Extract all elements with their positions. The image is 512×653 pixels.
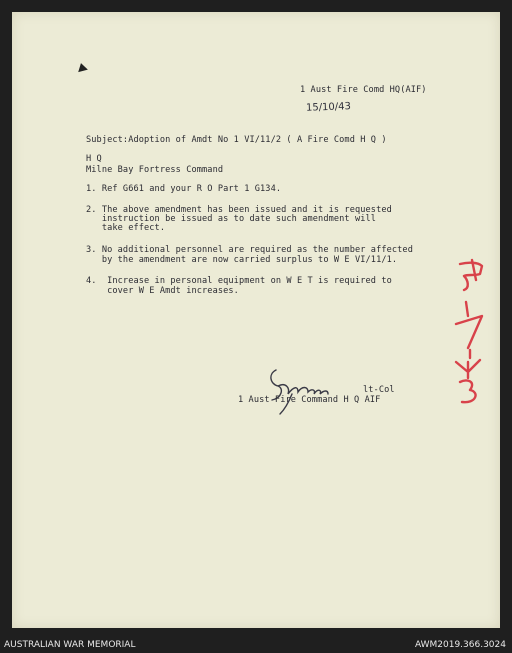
paragraph-line: cover W E Amdt increases. (86, 286, 239, 296)
footer-bar (0, 641, 512, 653)
footer-left-text: AUSTRALIAN WAR MEMORIAL (4, 640, 136, 650)
handwritten-signature (262, 364, 332, 418)
paragraph-line: 2. The above amendment has been issued and it is requested (86, 205, 392, 215)
addressee-line: H Q (86, 154, 102, 164)
signature-rank: lt-Col (363, 385, 395, 395)
paragraph-line: 3. No additional personnel are required as the number affected (86, 245, 413, 255)
subject-line: Subject:Adoption of Amdt No 1 VI/11/2 ( A Fire Comd H Q ) (86, 135, 387, 145)
footer-right-text: AWM2019.366.3024 (414, 640, 506, 650)
signature-unit: 1 Aust Fire Command H Q AIF (238, 395, 381, 405)
addressee-line: Milne Bay Fortress Command (86, 165, 224, 175)
header-date: 15/10/43 (305, 101, 352, 114)
document-page (12, 12, 500, 628)
paragraph-line: by the amendment are now carried surplus to W E VI/11/1. (86, 255, 398, 265)
red-annotation (446, 254, 488, 410)
paragraph-line: take effect. (86, 223, 166, 233)
paragraph-line: 1. Ref G661 and your R O Part 1 G134. (86, 184, 282, 194)
paragraph-line: 4. Increase in personal equipment on W E T is required to (86, 276, 392, 286)
paragraph-line: instruction be issued as to date such amendment will (86, 214, 377, 224)
header-unit: 1 Aust Fire Comd HQ(AIF) (300, 85, 427, 95)
